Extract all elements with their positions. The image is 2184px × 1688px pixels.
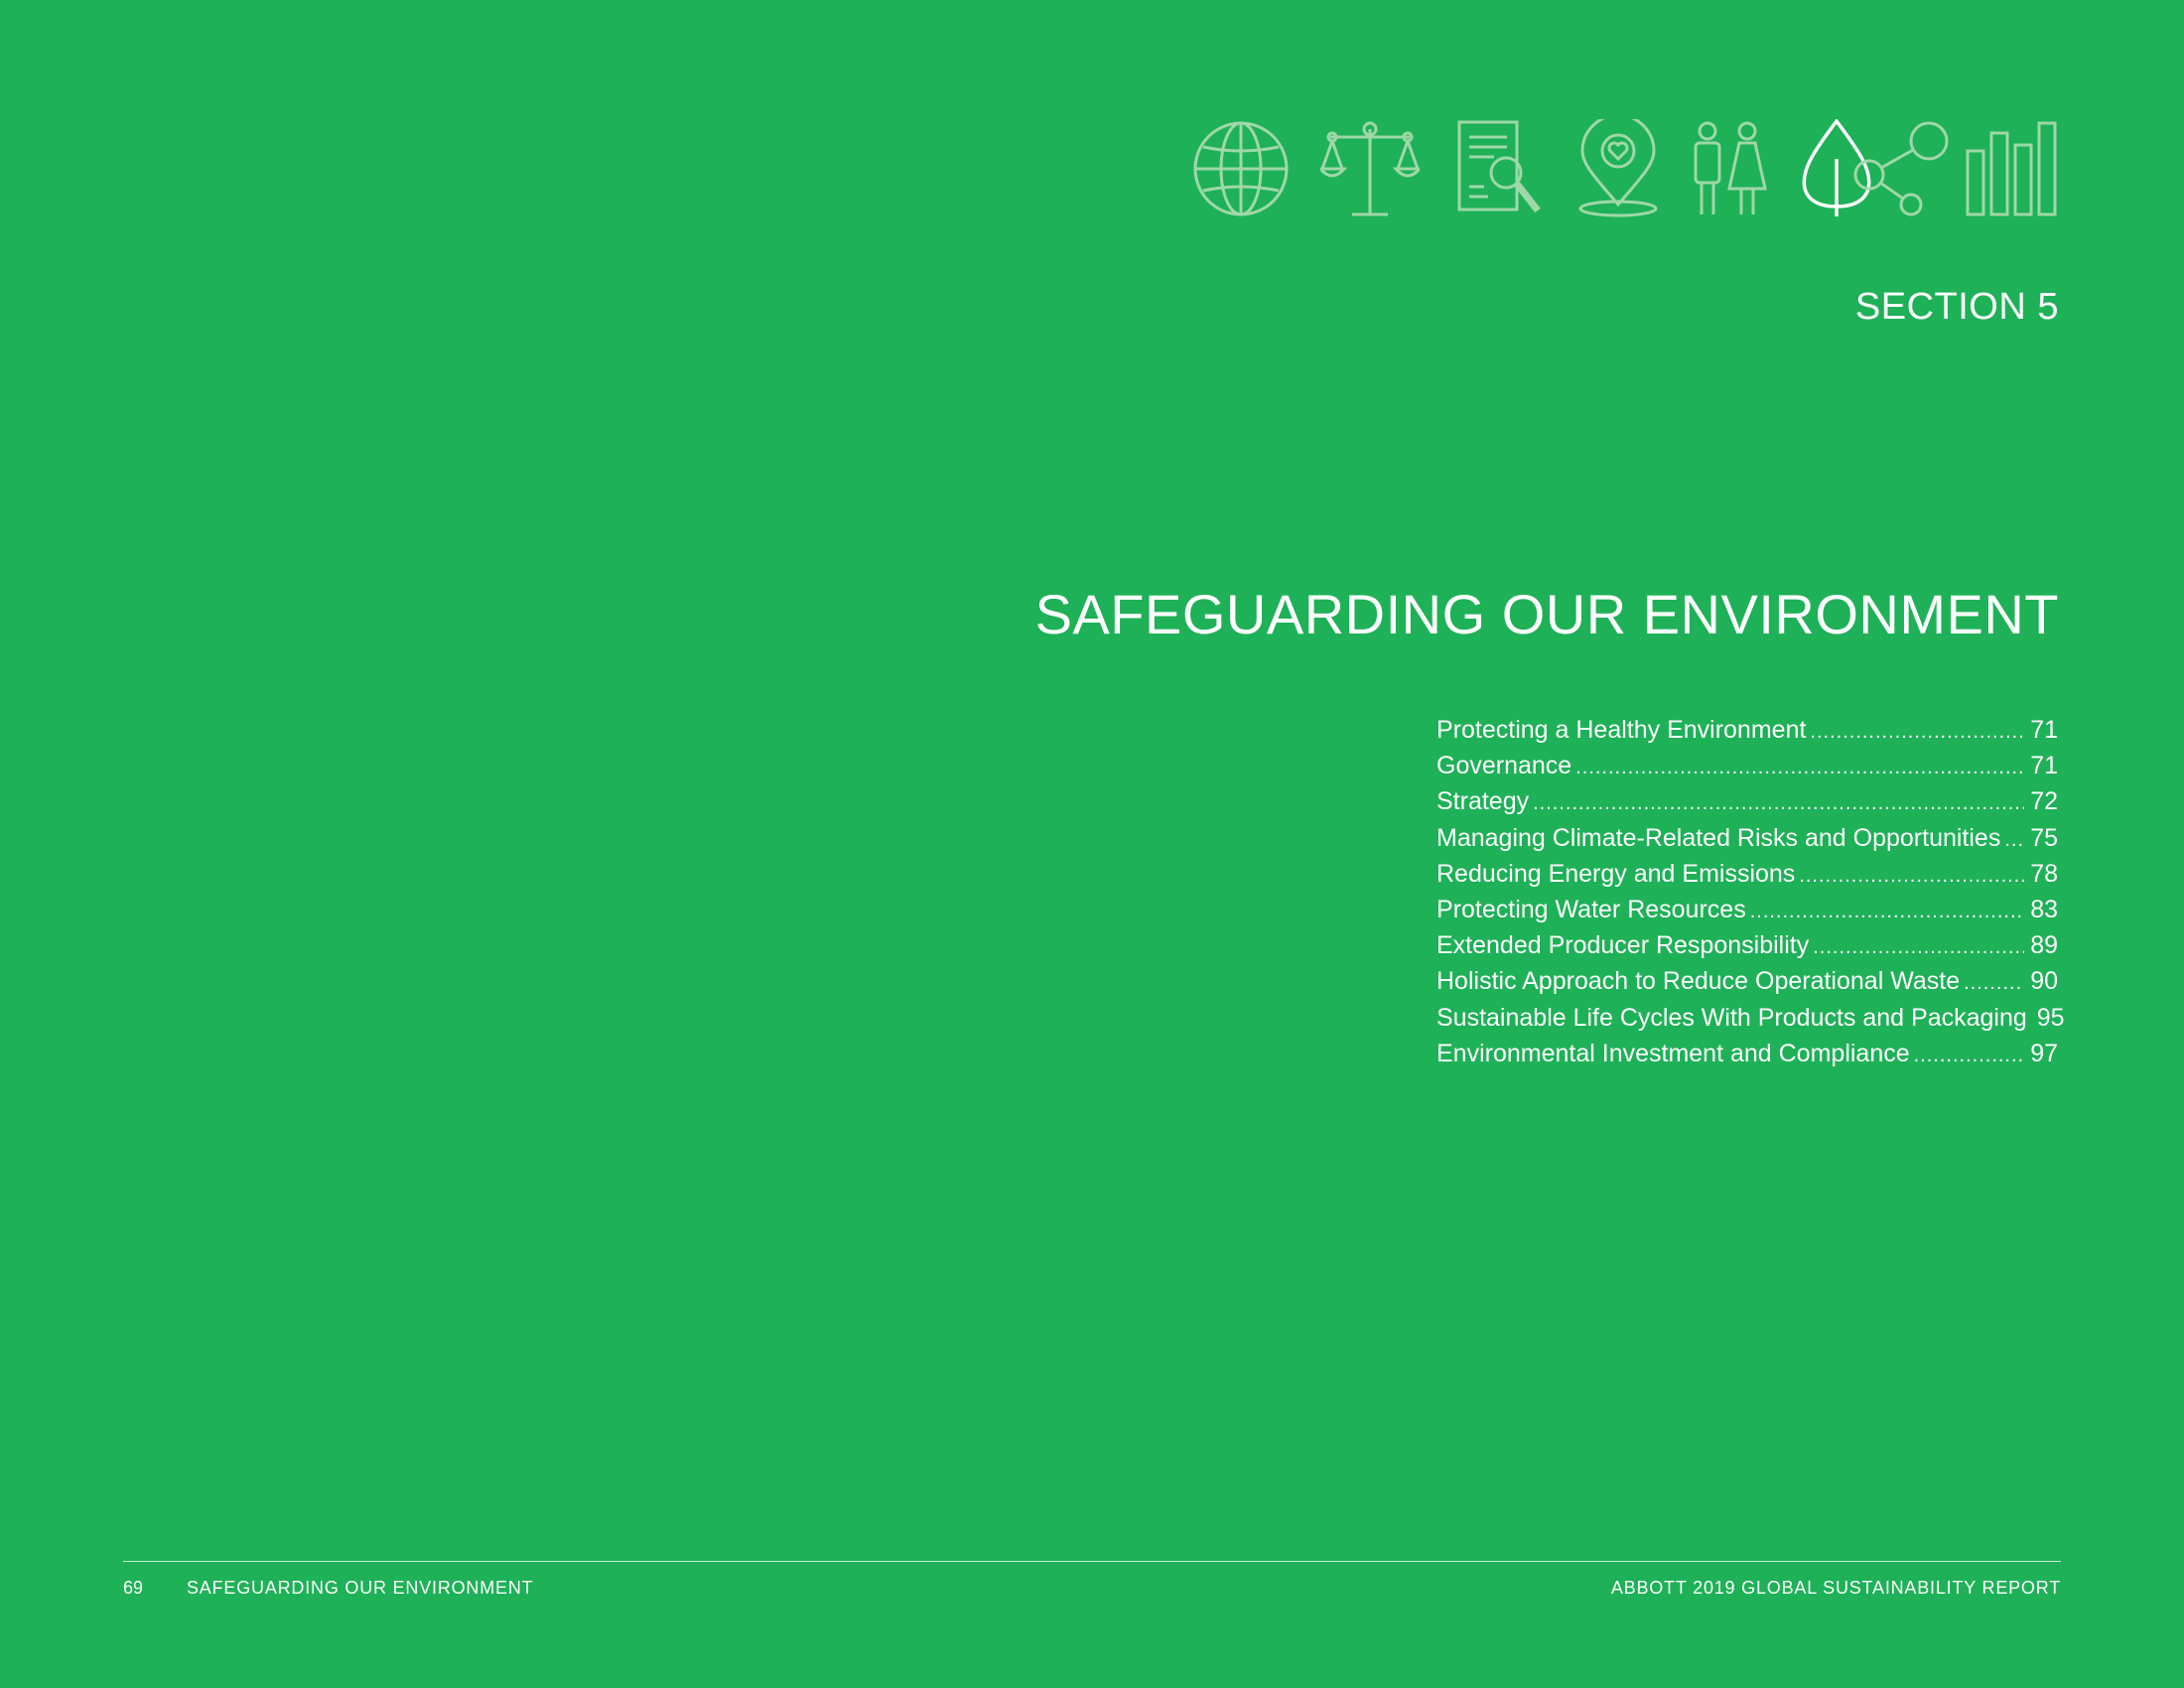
- toc-entry-page: 78: [2030, 859, 2058, 888]
- toc-entry-page: 97: [2030, 1039, 2058, 1067]
- toc-entry[interactable]: [1436, 820, 2058, 856]
- toc-entry[interactable]: [1436, 748, 2058, 783]
- toc-dot-leader: [1799, 858, 2024, 894]
- globe-icon[interactable]: [1191, 119, 1291, 218]
- share-network-icon[interactable]: [1851, 119, 1951, 218]
- bar-chart-icon[interactable]: [1966, 119, 2065, 218]
- toc-entry-page: 71: [2030, 716, 2058, 744]
- toc-entry-page: 72: [2030, 787, 2058, 816]
- section-icon-nav: [1191, 119, 2065, 228]
- footer-report-title: ABBOTT 2019 GLOBAL SUSTAINABILITY REPORT: [1610, 1578, 2061, 1598]
- toc-entry-label: Sustainable Life Cycles With Products and Packaging: [1436, 1003, 2027, 1032]
- toc-entry-label: Managing Climate-Related Risks and Opportunities: [1436, 823, 2001, 852]
- page-title: SAFEGUARDING OUR ENVIRONMENT: [1034, 583, 2059, 645]
- toc-dot-leader: [1810, 714, 2024, 750]
- location-heart-icon[interactable]: [1569, 119, 1668, 218]
- toc-entry[interactable]: [1436, 712, 2058, 748]
- toc-entry-label: Governance: [1436, 752, 1572, 780]
- toc-entry-label: Strategy: [1436, 787, 1530, 816]
- section-label: SECTION 5: [1854, 286, 2059, 328]
- toc-entry[interactable]: [1436, 1036, 2058, 1071]
- toc-entry-page: 90: [2030, 967, 2058, 996]
- toc-dot-leader: [1914, 1038, 2025, 1073]
- toc-dot-leader: [1813, 929, 2024, 965]
- toc-entry-page: 95: [2036, 1003, 2065, 1032]
- toc-entry-label: Protecting a Healthy Environment: [1436, 716, 1807, 744]
- toc-entry-label: Environmental Investment and Compliance: [1436, 1039, 1910, 1067]
- toc-dot-leader: [1964, 965, 2024, 1001]
- footer-page-number: 69: [123, 1578, 144, 1598]
- toc-dot-leader: [1575, 750, 2024, 785]
- toc-entry[interactable]: [1436, 963, 2058, 999]
- toc-dot-leader: [2004, 822, 2024, 858]
- toc-entry-page: 75: [2030, 823, 2058, 852]
- toc-entry-label: Extended Producer Responsibility: [1436, 931, 1810, 960]
- toc-entry[interactable]: [1436, 927, 2058, 963]
- toc-entry[interactable]: [1436, 1000, 2065, 1036]
- toc-entry-label: Protecting Water Resources: [1436, 895, 1746, 923]
- toc-entry[interactable]: [1436, 892, 2058, 927]
- toc-dot-leader: [1533, 785, 2024, 821]
- people-icon[interactable]: [1678, 119, 1777, 218]
- document-search-icon[interactable]: [1454, 119, 1554, 218]
- toc-entry[interactable]: [1436, 783, 2058, 819]
- toc-dot-leader: [1750, 894, 2024, 929]
- scales-icon[interactable]: [1320, 119, 1420, 218]
- toc-entry-label: Holistic Approach to Reduce Operational Waste: [1436, 967, 1961, 996]
- table-of-contents: [1436, 712, 2065, 1071]
- toc-entry-page: 83: [2030, 895, 2058, 923]
- footer-section-title: SAFEGUARDING OUR ENVIRONMENT: [187, 1578, 534, 1598]
- footer-divider: [123, 1561, 2061, 1562]
- toc-entry[interactable]: [1436, 856, 2058, 892]
- toc-entry-page: 71: [2030, 752, 2058, 780]
- toc-entry-label: Reducing Energy and Emissions: [1436, 859, 1796, 888]
- toc-entry-page: 89: [2030, 931, 2058, 960]
